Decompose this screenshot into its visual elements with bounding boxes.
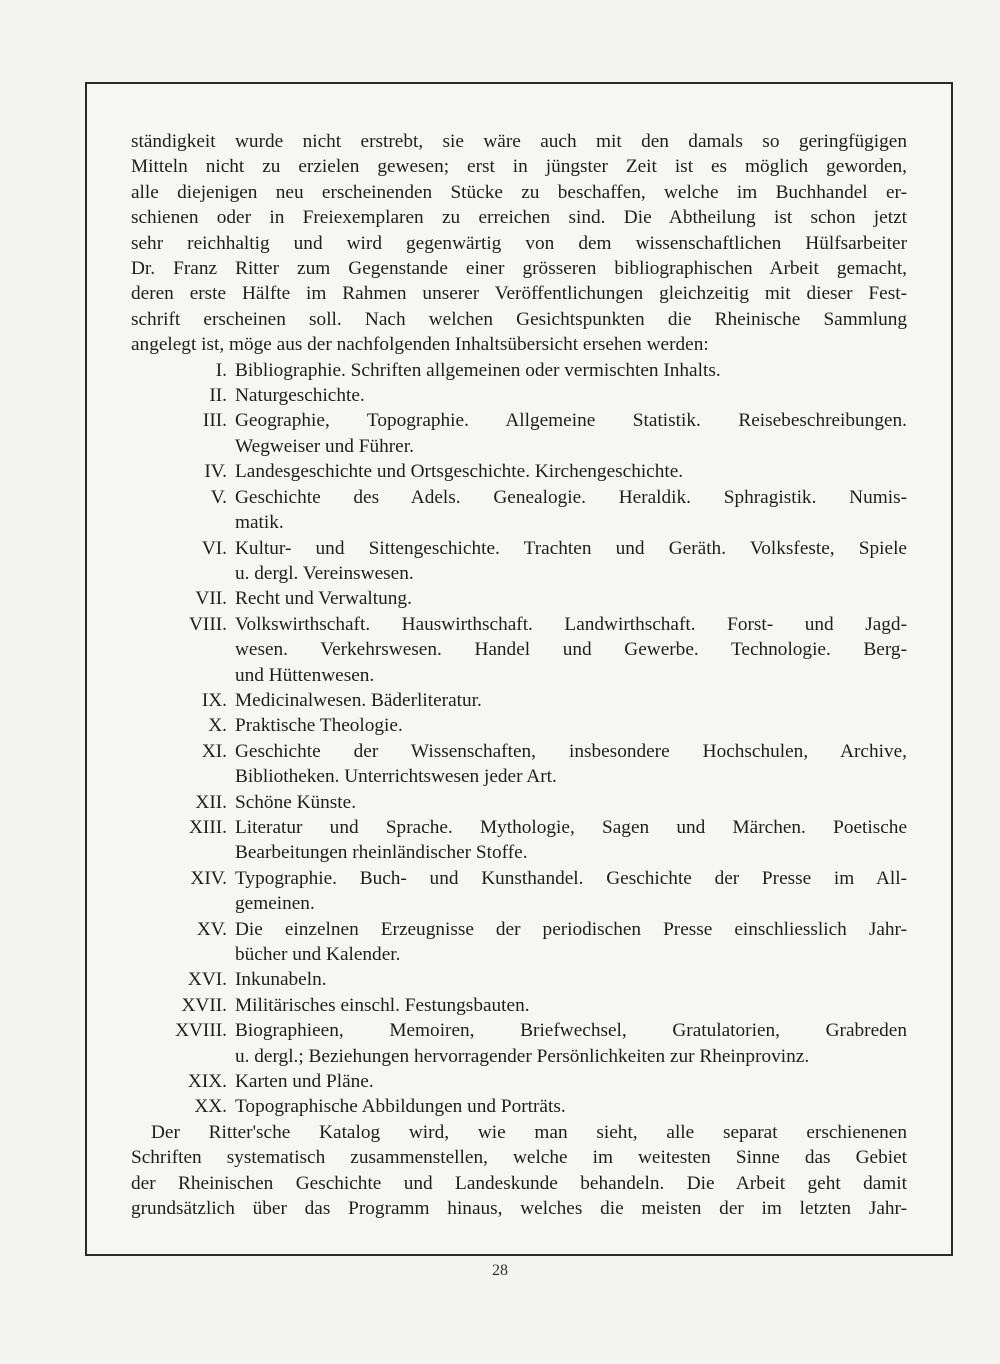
- closing-paragraph: [131, 1120, 907, 1222]
- list-item-line: Biographieen, Memoiren, Briefwechsel, Gratulatorien, Grabreden: [235, 1020, 907, 1042]
- list-item-line: Bibliographie. Schriften allgemeinen oder vermischten Inhalts.: [235, 359, 721, 381]
- list-item-line: Die einzelnen Erzeugnisse der periodischen Presse einschliesslich Jahr-: [235, 918, 907, 940]
- list-item-text: [235, 358, 907, 383]
- list-item: [131, 967, 907, 992]
- list-item: [131, 815, 907, 866]
- list-item-line: wesen. Verkehrswesen. Handel und Gewerbe. Technologie. Berg-: [235, 639, 907, 661]
- list-item-text: [235, 536, 907, 587]
- list-item-line: Volkswirthschaft. Hauswirthschaft. Landwirthschaft. Forst- und Jagd-: [235, 613, 907, 635]
- list-item-number: VI.: [201, 537, 227, 559]
- list-item-number: X.: [208, 715, 227, 737]
- list-item: [131, 993, 907, 1018]
- list-item-line: Landesgeschichte und Ortsgeschichte. Kirchengeschichte.: [235, 461, 684, 483]
- list-item-line: Praktische Theologie.: [235, 715, 403, 737]
- collection-contents-list: [131, 358, 907, 1120]
- list-item-line: u. dergl.; Beziehungen hervorragender Persönlichkeiten zur Rheinprovinz.: [235, 1045, 810, 1067]
- list-item-text: [235, 688, 907, 713]
- list-item-text: [235, 993, 907, 1018]
- intro-line: sehr reichhaltig und wird gegenwärtig von dem wissenschaftlichen Hülfsarbeiter: [131, 232, 907, 254]
- closing-line: der Rheinischen Geschichte und Landeskunde behandeln. Die Arbeit geht damit: [131, 1172, 907, 1194]
- list-item-line: Militärisches einschl. Festungsbauten.: [235, 994, 530, 1016]
- list-item-text: [235, 1069, 907, 1094]
- list-item-number: VIII.: [188, 613, 227, 635]
- list-item-number: XI.: [201, 740, 227, 762]
- intro-line: angelegt ist, möge aus der nachfolgenden Inhaltsübersicht ersehen werden:: [131, 334, 709, 356]
- list-item-number: I.: [215, 359, 227, 381]
- list-item-number: XX.: [194, 1096, 227, 1118]
- closing-line: grundsätzlich über das Programm hinaus, welches die meisten der im letzten Jahr-: [131, 1198, 907, 1220]
- list-item-number: V.: [210, 486, 227, 508]
- intro-line: alle diejenigen neu erscheinenden Stücke zu beschaffen, welche im Buchhandel er-: [131, 181, 907, 203]
- list-item-line: gemeinen.: [235, 893, 315, 915]
- list-item: [131, 917, 907, 968]
- list-item-number: XIII.: [188, 816, 227, 838]
- list-item: [131, 713, 907, 738]
- list-item-number: XII.: [195, 791, 227, 813]
- intro-line: deren erste Hälfte im Rahmen unserer Veröffentlichungen gleichzeitig mit dieser Fest-: [131, 283, 907, 305]
- list-item-line: und Hüttenwesen.: [235, 664, 375, 686]
- list-item-text: [235, 459, 907, 484]
- list-item: [131, 459, 907, 484]
- list-item-text: [235, 739, 907, 790]
- list-item-line: Recht und Verwaltung.: [235, 588, 412, 610]
- list-item-number: IX.: [201, 689, 227, 711]
- list-item: [131, 866, 907, 917]
- list-item-number: II.: [209, 385, 227, 407]
- intro-paragraph: [131, 129, 907, 358]
- intro-line: schrift erscheinen soll. Nach welchen Gesichtspunkten die Rheinische Sammlung: [131, 308, 907, 330]
- list-item-number: III.: [202, 410, 227, 432]
- closing-line: Schriften systematisch zusammenstellen, welche im weitesten Sinne das Gebiet: [131, 1147, 907, 1169]
- list-item-text: [235, 866, 907, 917]
- page-number: 28: [492, 1262, 508, 1279]
- list-item-line: Bearbeitungen rheinländischer Stoffe.: [235, 842, 528, 864]
- list-item-text: [235, 917, 907, 968]
- list-item: [131, 536, 907, 587]
- list-item-line: Medicinalwesen. Bäderliteratur.: [235, 689, 482, 711]
- list-item: [131, 688, 907, 713]
- page-body-text: [131, 129, 907, 1221]
- list-item: [131, 612, 907, 688]
- list-item-line: Naturgeschichte.: [235, 385, 365, 407]
- list-item-line: Inkunabeln.: [235, 969, 327, 991]
- list-item-text: [235, 815, 907, 866]
- list-item-text: [235, 1018, 907, 1069]
- list-item: [131, 358, 907, 383]
- list-item-number: XIX.: [187, 1071, 227, 1093]
- list-item-line: Schöne Künste.: [235, 791, 357, 813]
- closing-line: Der Ritter'sche Katalog wird, wie man sieht, alle separat erschienenen: [151, 1121, 907, 1143]
- list-item-text: [235, 713, 907, 738]
- intro-line: ständigkeit wurde nicht erstrebt, sie wäre auch mit den damals so geringfügigen: [131, 131, 907, 152]
- list-item-number: XVIII.: [175, 1020, 227, 1042]
- list-item-number: VII.: [195, 588, 227, 610]
- list-item-line: Topographische Abbildungen und Porträts.: [235, 1096, 566, 1118]
- list-item-number: IV.: [204, 461, 227, 483]
- list-item-line: bücher und Kalender.: [235, 944, 401, 965]
- list-item-text: [235, 485, 907, 536]
- list-item-text: [235, 408, 907, 459]
- list-item: [131, 1018, 907, 1069]
- list-item-line: Bibliotheken. Unterrichtswesen jeder Art.: [235, 766, 557, 788]
- list-item-number: XVI.: [187, 969, 227, 991]
- list-item-line: u. dergl. Vereinswesen.: [235, 562, 414, 584]
- list-item-number: XV.: [196, 918, 227, 940]
- list-item-line: Kultur- und Sittengeschichte. Trachten und Geräth. Volksfeste, Spiele: [235, 537, 907, 559]
- list-item-line: Literatur und Sprache. Mythologie, Sagen und Märchen. Poetische: [235, 816, 907, 838]
- list-item-line: matik.: [235, 512, 284, 534]
- list-item: [131, 485, 907, 536]
- list-item-text: [235, 790, 907, 815]
- list-item-line: Geographie, Topographie. Allgemeine Statistik. Reisebeschreibungen.: [235, 410, 907, 432]
- list-item: [131, 1094, 907, 1119]
- list-item: [131, 790, 907, 815]
- intro-line: schienen oder in Freiexemplaren zu erreichen sind. Die Abtheilung ist schon jetzt: [131, 207, 907, 229]
- list-item-text: [235, 612, 907, 688]
- list-item-line: Karten und Pläne.: [235, 1071, 374, 1093]
- intro-line: Dr. Franz Ritter zum Gegenstande einer grösseren bibliographischen Arbeit gemacht,: [131, 258, 907, 280]
- list-item-number: XIV.: [190, 867, 227, 889]
- list-item-line: Geschichte der Wissenschaften, insbesondere Hochschulen, Archive,: [235, 740, 907, 762]
- list-item-text: [235, 967, 907, 992]
- list-item: [131, 408, 907, 459]
- list-item-line: Typographie. Buch- und Kunsthandel. Geschichte der Presse im All-: [235, 867, 907, 889]
- list-item-number: XVII.: [181, 994, 227, 1016]
- list-item: [131, 1069, 907, 1094]
- list-item-text: [235, 1094, 907, 1119]
- list-item-line: Wegweiser und Führer.: [235, 435, 414, 457]
- list-item: [131, 383, 907, 408]
- list-item-line: Geschichte des Adels. Genealogie. Heraldik. Sphragistik. Numis-: [235, 486, 907, 508]
- list-item: [131, 586, 907, 611]
- list-item: [131, 739, 907, 790]
- intro-line: Mitteln nicht zu erzielen gewesen; erst in jüngster Zeit ist es möglich geworden,: [131, 156, 907, 178]
- list-item-text: [235, 383, 907, 408]
- list-item-text: [235, 586, 907, 611]
